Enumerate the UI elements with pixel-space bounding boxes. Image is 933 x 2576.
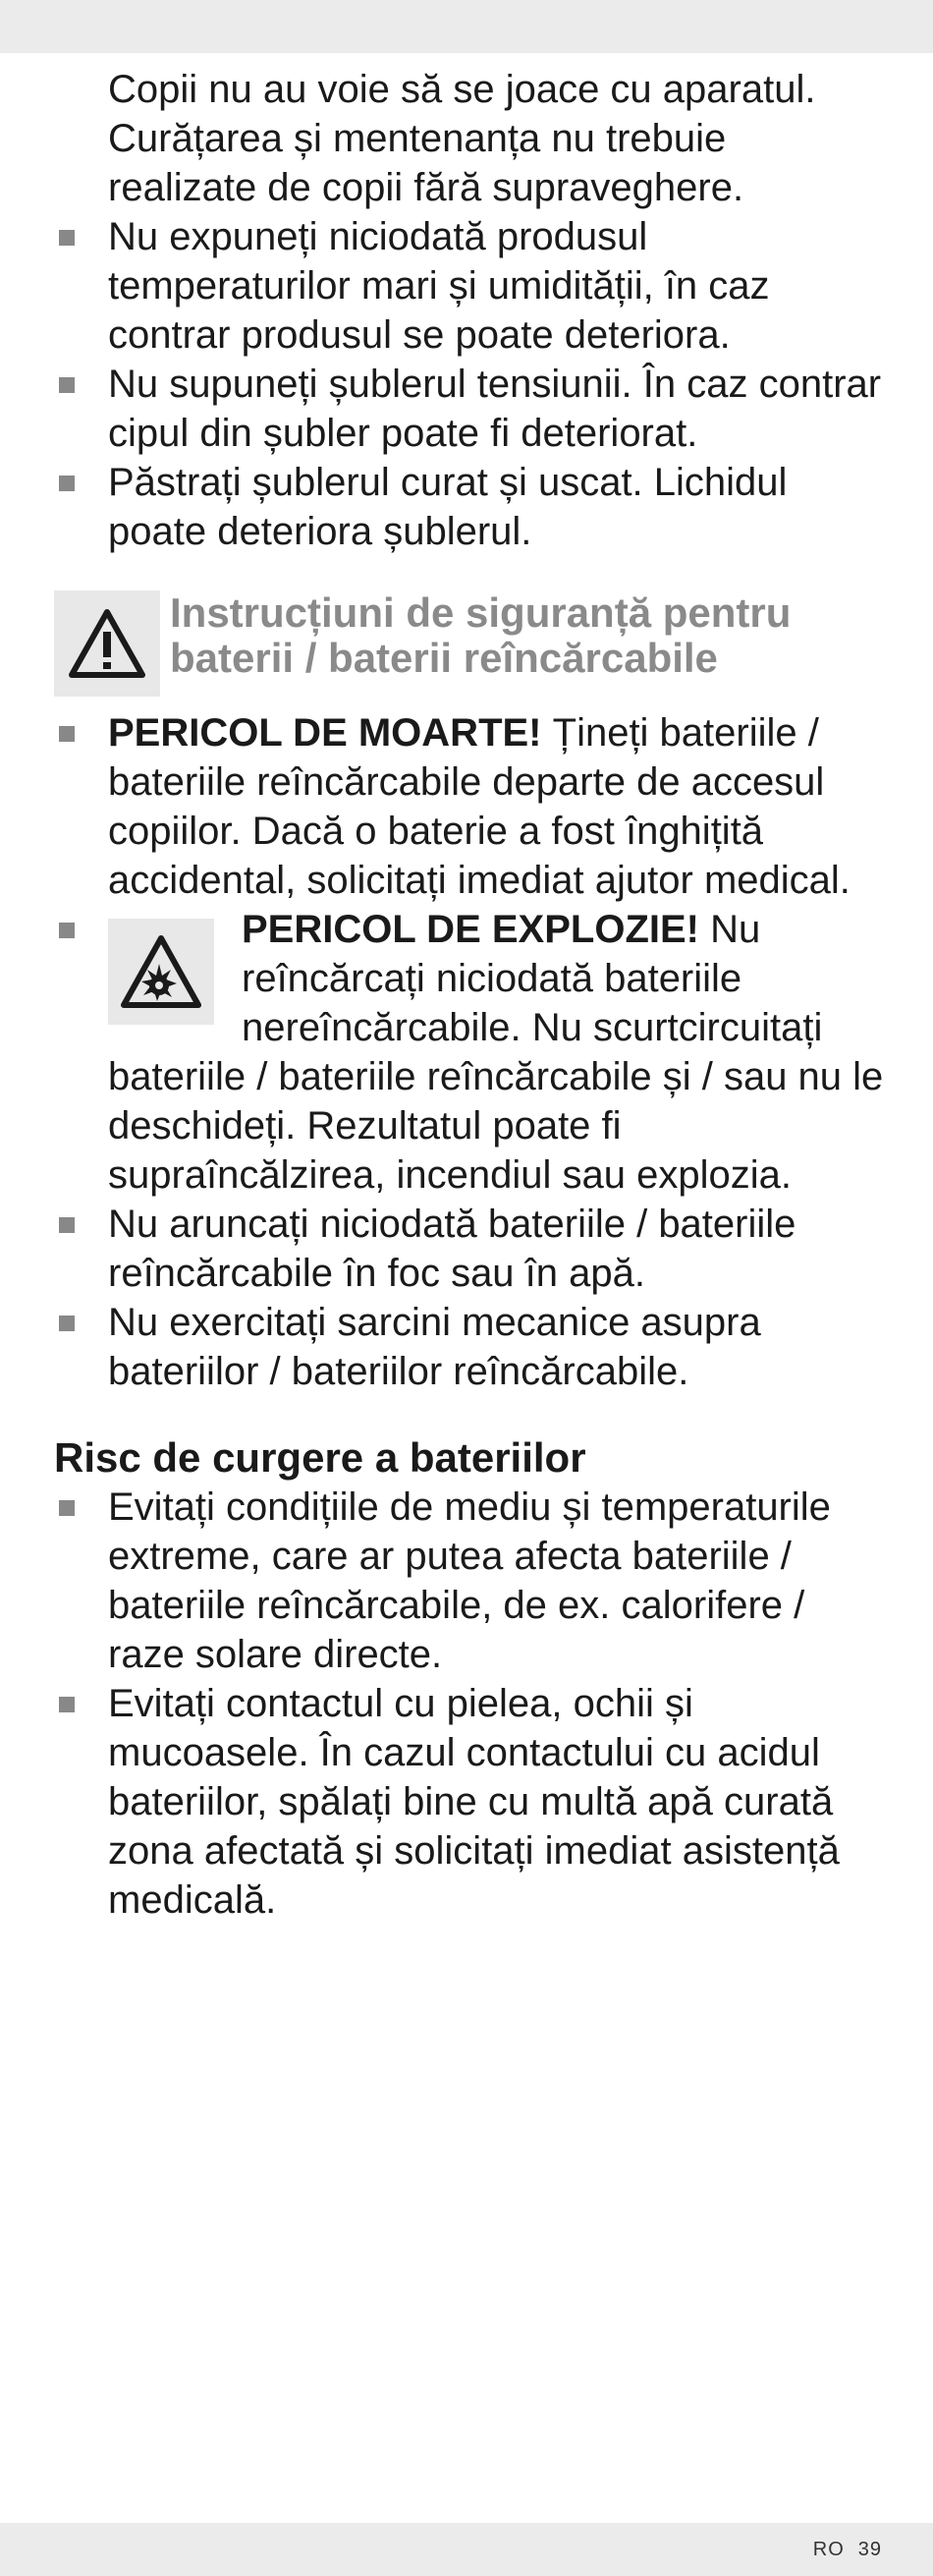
section-title: Instrucțiuni de siguranță pentru baterii / baterii reîncărcabile (170, 589, 792, 681)
list-item-text: Țineți bateriile / bateriile reîncărcabile departe de accesul copiilor. Dacă o baterie a fost înghițită accidental, solicitați imediat ajutor medical. (108, 711, 851, 902)
leak-risk-heading: Risc de curgere a bateriilor (54, 1434, 586, 1481)
bullet-list-product (54, 212, 884, 556)
list-item (54, 905, 884, 1200)
intro-paragraph: Copii nu au voie să se joace cu aparatul. Curățarea și mentenanța nu trebuie realizate de copii fără supraveghere. (108, 68, 816, 209)
list-item: Păstrați șublerul curat și uscat. Lichidul poate deteriora șublerul. (54, 458, 884, 556)
list-item-text: Nu reîncărcați niciodată bateriile nereîncărcabile. Nu scurtcircuitați bateriile / bateriile reîncărcabile și / sau nu le deschideți. Rezultatul poate fi supraîncălzirea, incendiul sau explozia. (108, 908, 884, 1197)
top-band (0, 0, 933, 53)
list-item: Evitați contactul cu pielea, ochii și mucoasele. În cazul contactului cu acidul bateriilor, spălați bine cu multă apă curată zona afectată și solicitați imediat asistență medicală. (54, 1679, 884, 1925)
page-number: 39 (857, 2539, 882, 2560)
list-item (54, 708, 884, 905)
battery-safety-heading (54, 590, 884, 697)
danger-label: PERICOL DE MOARTE! (108, 711, 542, 755)
language-code: RO (812, 2539, 845, 2560)
explosion-icon (108, 919, 214, 1025)
bullet-list-battery (54, 708, 884, 1396)
bottom-band (0, 2523, 933, 2576)
list-item: Nu expuneți niciodată produsul temperaturilor mari și umidității, în caz contrar produsul se poate deteriora. (54, 212, 884, 360)
list-item: Nu aruncați niciodată bateriile / bateriile reîncărcabile în foc sau în apă. (54, 1200, 884, 1298)
bullet-list-leak (54, 1483, 884, 1925)
list-item: Nu supuneți șublerul tensiunii. În caz contrar cipul din șubler poate fi deteriorat. (54, 360, 884, 458)
page-content (54, 65, 884, 1925)
list-item: Evitați condițiile de mediu și temperaturile extreme, care ar putea afecta bateriile / bateriile reîncărcabile, de ex. calorifere / raze solare directe. (54, 1483, 884, 1679)
warning-triangle-icon (54, 590, 160, 697)
danger-label: PERICOL DE EXPLOZIE! (242, 908, 699, 951)
page-footer (799, 2525, 882, 2574)
list-item: Nu exercitați sarcini mecanice asupra bateriilor / bateriilor reîncărcabile. (54, 1298, 884, 1396)
